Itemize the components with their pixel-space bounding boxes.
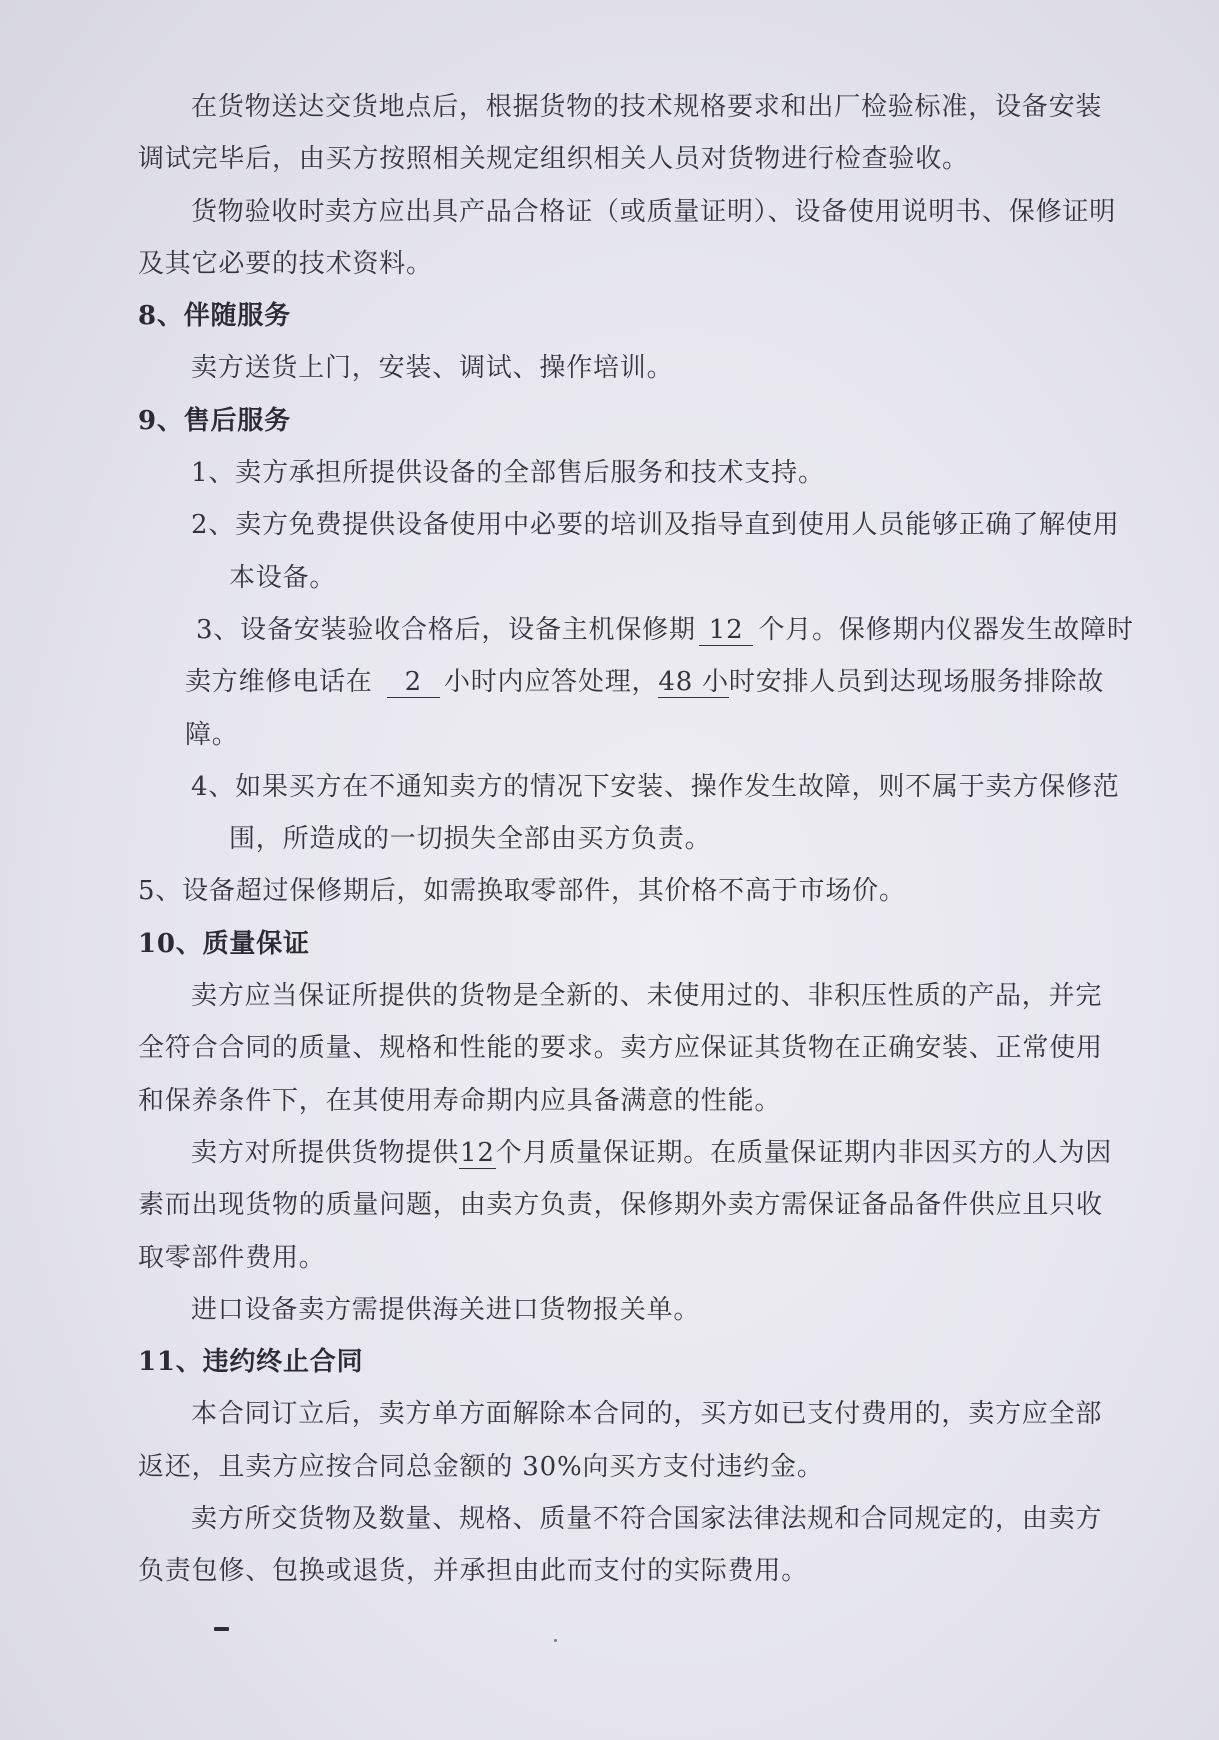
- section11-para2-line2: 负责包修、包换或退货，并承担由此而支付的实际费用。: [138, 1556, 809, 1587]
- section9-heading: 9、售后服务: [138, 405, 291, 436]
- section11-para1-line1: 本合同订立后，卖方单方面解除本合同的，买方如已支付费用的，卖方应全部: [191, 1399, 1103, 1430]
- paper-speck: [554, 1639, 557, 1642]
- section10-heading: 10、质量保证: [138, 928, 310, 959]
- section9-item3-line1: [0, 604, 1219, 656]
- item3-line1-after: 个月。保修期内仪器发生故障时: [758, 614, 1134, 645]
- section8-heading: 8、伴随服务: [138, 301, 291, 332]
- quality-warranty-months-blank: 12: [460, 1137, 495, 1168]
- section9-item4-line2: 围，所造成的一切损失全部由买方负责。: [229, 824, 712, 855]
- section9-item1: 1、卖方承担所提供设备的全部售后服务和技术支持。: [191, 458, 825, 489]
- section9-item2-line1: 2、卖方免费提供设备使用中必要的培训及指导直到使用人员能够正确了解使用: [191, 510, 1120, 541]
- para2-line1-before: 卖方对所提供货物提供: [191, 1137, 460, 1168]
- para2-line1-after: 个月质量保证期。在质量保证期内非因买方的人为因: [495, 1137, 1113, 1168]
- section10-para3: 进口设备卖方需提供海关进口货物报关单。: [191, 1294, 701, 1325]
- response-hours-blank: 2: [387, 667, 440, 698]
- acceptance-para2-line1: 货物验收时卖方应出具产品合格证（或质量证明）、设备使用说明书、保修证明: [191, 196, 1117, 227]
- section10-para1-line1: 卖方应当保证所提供的货物是全新的、未使用过的、非积压性质的产品，并完: [191, 981, 1103, 1012]
- section9-item5: 5、设备超过保修期后，如需换取零部件，其价格不高于市场价。: [138, 876, 906, 907]
- warranty-months-blank: 12: [699, 615, 754, 646]
- item3-line1-before: 3、设备安装验收合格后，设备主机保修期: [196, 614, 696, 645]
- section8-body: 卖方送货上门，安装、调试、操作培训。: [191, 353, 674, 384]
- section9-item4-line1: 4、如果买方在不通知卖方的情况下安装、操作发生故障，则不属于卖方保修范: [191, 771, 1120, 802]
- acceptance-para1-line2: 调试完毕后，由买方按照相关规定组织相关人员对货物进行检查验收。: [138, 144, 969, 175]
- section9-item2-line2: 本设备。: [229, 562, 337, 593]
- item3-line2-middle: 小时内应答处理，: [443, 667, 659, 698]
- section10-para1-line2: 全符合合同的质量、规格和性能的要求。卖方应保证其货物在正确安装、正常使用: [138, 1033, 1103, 1064]
- ink-smudge-mark: [214, 1627, 229, 1631]
- section11-heading: 11、违约终止合同: [138, 1347, 364, 1378]
- onsite-hours-blank: 48 小: [658, 667, 729, 698]
- section9-item3-line2: [0, 656, 1219, 708]
- section9-item3-line3: 障。: [185, 719, 239, 750]
- item3-line2-before: 卖方维修电话在: [185, 667, 373, 698]
- item3-line2-after: 时安排人员到达现场服务排除故: [728, 667, 1105, 698]
- acceptance-para2-line2: 及其它必要的技术资料。: [138, 248, 433, 279]
- section10-para1-line3: 和保养条件下，在其使用寿命期内应具备满意的性能。: [138, 1085, 782, 1116]
- section10-para2-line2: 素而出现货物的质量问题，由卖方负责，保修期外卖方需保证备品备件供应且只收: [138, 1190, 1103, 1221]
- section11-para2-line1: 卖方所交货物及数量、规格、质量不符合国家法律法规和合同规定的，由卖方: [191, 1504, 1103, 1535]
- section10-para2-line1: [0, 1127, 1219, 1179]
- section10-para2-line3: 取零部件费用。: [138, 1242, 326, 1273]
- section11-para1-line2: 返还，且卖方应按合同总金额的 30%向买方支付违约金。: [138, 1451, 824, 1482]
- acceptance-para1-line1: 在货物送达交货地点后，根据货物的技术规格要求和出厂检验标准，设备安装: [191, 92, 1103, 122]
